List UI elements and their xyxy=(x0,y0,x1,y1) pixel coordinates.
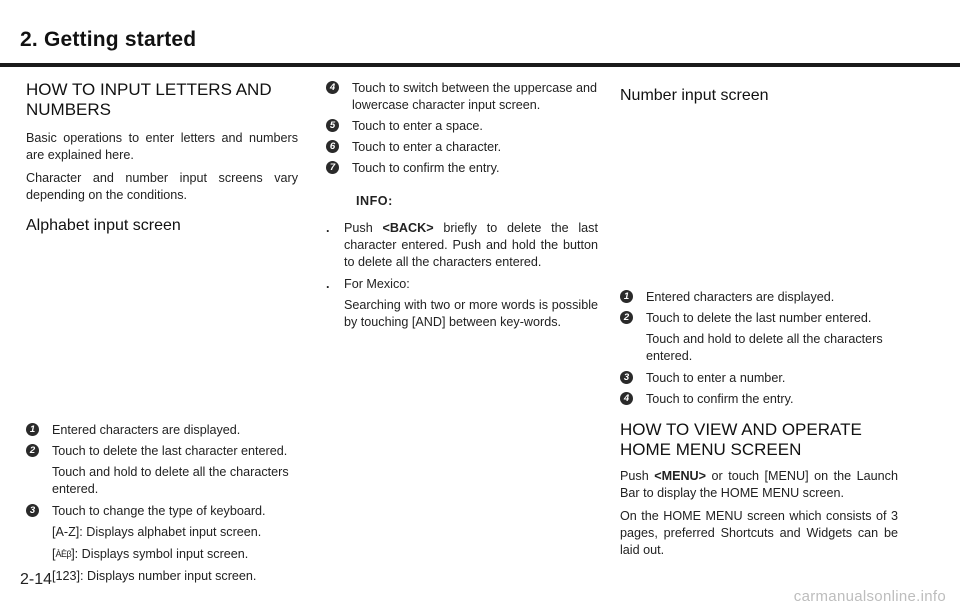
watermark: carmanualsonline.info xyxy=(793,588,946,605)
list-item xyxy=(620,391,898,408)
conditions-paragraph: Character and number input screens vary depending on the conditions. xyxy=(26,171,298,202)
list-item xyxy=(620,289,898,306)
home-menu-paragraph xyxy=(620,468,898,502)
list-item-text: Touch to confirm the entry. xyxy=(352,161,500,175)
number-input-heading: Number input screen xyxy=(620,87,769,104)
page-number: 2-14 xyxy=(20,571,53,588)
callout-number: 7 xyxy=(326,161,339,174)
list-item-text: Touch to enter a character. xyxy=(352,140,502,154)
para-text-pre: Push xyxy=(620,469,655,483)
list-item xyxy=(620,310,898,327)
list-item xyxy=(26,422,298,439)
callout-number: 2 xyxy=(620,311,633,324)
callout-number: 3 xyxy=(620,371,633,384)
bullet-dot: . xyxy=(326,221,330,235)
bullet-label: For Mexico: xyxy=(344,277,410,291)
list-item-subtext: [A-Z]: Displays alphabet input screen. xyxy=(52,525,262,539)
back-key-label: <BACK> xyxy=(382,221,434,235)
heading-line-2: NUMBERS xyxy=(26,100,112,119)
info-bullet xyxy=(326,220,598,271)
heading-line-1: HOW TO INPUT LETTERS AND xyxy=(26,80,272,99)
bullet-dot: . xyxy=(326,277,330,291)
para-text-post: or touch [MENU] on the Launch Bar to display the HOME MENU screen. xyxy=(620,469,898,500)
list-item-subtext: [123]: Displays number input screen. xyxy=(52,569,257,583)
list-item-text: Touch to switch between the uppercase and lowercase character input screen. xyxy=(352,81,598,112)
list-item-subtext: Touch and hold to delete all the characters entered. xyxy=(646,332,883,363)
callout-number: 2 xyxy=(26,444,39,457)
list-item-subtext: Touch and hold to delete all the characters entered. xyxy=(52,465,289,496)
figure-placeholder xyxy=(26,236,298,422)
symbol-keyboard-glyph: ÀÈβ xyxy=(55,549,72,559)
bracket-open: [ xyxy=(52,547,56,561)
figure-placeholder xyxy=(620,106,898,289)
symbol-screen-text: ]: Displays symbol input screen. xyxy=(71,547,249,561)
home-menu-pages-paragraph: On the HOME MENU screen which consists of 3 pages, preferred Shortcuts and Widgets can be laid out. xyxy=(620,509,898,557)
list-item xyxy=(26,443,298,460)
intro-paragraph: Basic operations to enter letters and numbers are explained here. xyxy=(26,131,298,162)
menu-key-label: <MENU> xyxy=(654,469,707,483)
list-item xyxy=(326,80,598,114)
list-item-text: Touch to enter a number. xyxy=(646,371,786,385)
info-label: INFO: xyxy=(356,194,393,208)
list-item-text: Touch to enter a space. xyxy=(352,119,483,133)
callout-number: 1 xyxy=(26,423,39,436)
section-heading-input xyxy=(26,80,298,120)
callout-number: 1 xyxy=(620,290,633,303)
heading-line-1: HOW TO VIEW AND OPERATE xyxy=(620,420,862,439)
section-heading-home-menu xyxy=(620,420,898,460)
column-middle xyxy=(326,80,598,336)
list-item-subtext xyxy=(26,546,298,563)
page-section-title: 2. Getting started xyxy=(20,28,197,51)
list-item xyxy=(326,160,598,177)
info-bullet xyxy=(326,276,598,331)
list-item xyxy=(326,139,598,156)
list-item-text: Touch to delete the last character entered. xyxy=(52,444,288,458)
list-item xyxy=(326,118,598,135)
list-item-text: Touch to delete the last number entered. xyxy=(646,311,872,325)
bullet-text-post: briefly to delete the last character entered. Push and hold the button to delete all the characters entered. xyxy=(344,221,598,269)
column-left xyxy=(26,80,298,590)
list-item-text: Entered characters are displayed. xyxy=(52,423,241,437)
list-item xyxy=(620,370,898,387)
callout-number: 4 xyxy=(620,392,633,405)
heading-line-2: HOME MENU SCREEN xyxy=(620,440,802,459)
callout-number: 6 xyxy=(326,140,339,153)
list-item-text: Touch to confirm the entry. xyxy=(646,392,794,406)
callout-number: 3 xyxy=(26,504,39,517)
bullet-text: Searching with two or more words is possible by touching [AND] between key-words. xyxy=(344,298,598,329)
callout-number: 5 xyxy=(326,119,339,132)
callout-number: 4 xyxy=(326,81,339,94)
list-item xyxy=(26,503,298,520)
list-item-text: Touch to change the type of keyboard. xyxy=(52,504,266,518)
column-right xyxy=(620,80,898,565)
bullet-text-pre: Push xyxy=(344,221,383,235)
header-divider xyxy=(0,63,960,67)
alphabet-input-heading: Alphabet input screen xyxy=(26,217,181,234)
list-item-text: Entered characters are displayed. xyxy=(646,290,835,304)
